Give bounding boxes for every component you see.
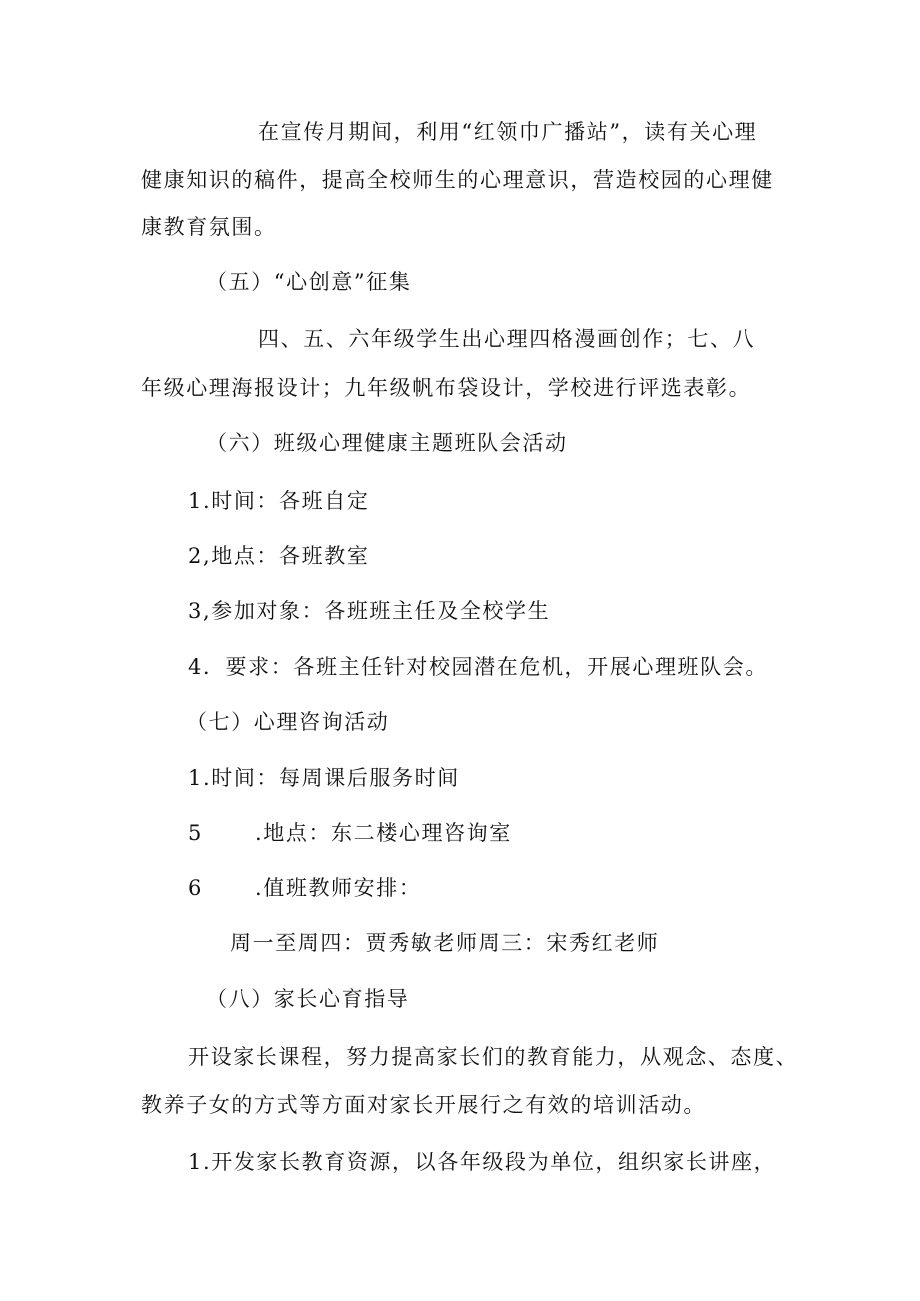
section-heading-5: （五）“心创意”征集 bbox=[206, 270, 412, 294]
paragraph-creative-line-2: 年级心理海报设计；九年级帆布袋设计，学校进行评选表彰。 bbox=[141, 376, 752, 400]
paragraph-broadcast-line-2: 健康知识的稿件，提高全校师生的心理意识，营造校园的心理健 bbox=[141, 168, 774, 192]
section-heading-7: （七）心理咨询活动 bbox=[186, 710, 390, 734]
paragraph-parent-course-line-1: 开设家长课程，努力提高家长们的教育能力，从观念、态度、 bbox=[188, 1045, 799, 1069]
list-item-location: 2,地点：各班教室 bbox=[188, 544, 370, 568]
list-item-time: 1.时间：各班自定 bbox=[188, 489, 370, 513]
paragraph-broadcast-line-3: 康教育氛围。 bbox=[141, 215, 277, 239]
list-number: 6 bbox=[188, 876, 203, 900]
section-heading-8: （八）家长心育指导 bbox=[206, 987, 410, 1011]
list-item-consult-location bbox=[188, 819, 512, 847]
list-text: .值班教师安排： bbox=[254, 876, 422, 900]
list-item-duty-teachers bbox=[188, 874, 421, 902]
list-number: 5 bbox=[188, 821, 203, 845]
list-text: .地点：东二楼心理咨询室 bbox=[254, 821, 512, 845]
list-item-requirements: 4．要求：各班主任针对校园潜在危机，开展心理班队会。 bbox=[188, 655, 768, 679]
section-heading-6: （六）班级心理健康主题班队会活动 bbox=[206, 431, 568, 455]
duty-schedule: 周一至周四：贾秀敏老师周三：宋秀红老师 bbox=[230, 931, 660, 955]
paragraph-parent-course-line-2: 教养子女的方式等方面对家长开展行之有效的培训活动。 bbox=[141, 1093, 706, 1117]
list-item-consult-time: 1.时间：每周课后服务时间 bbox=[188, 766, 460, 790]
list-item-participants: 3,参加对象：各班班主任及全校学生 bbox=[188, 599, 551, 623]
paragraph-broadcast-line-1: 在宣传月期间，利用“红领巾广播站”，读有关心理 bbox=[258, 120, 758, 144]
paragraph-creative-line-1: 四、五、六年级学生出心理四格漫画创作；七、八 bbox=[258, 327, 756, 351]
paragraph-parent-resources-line-1: 1.开发家长教育资源，以各年级段为单位，组织家长讲座， bbox=[188, 1150, 777, 1174]
